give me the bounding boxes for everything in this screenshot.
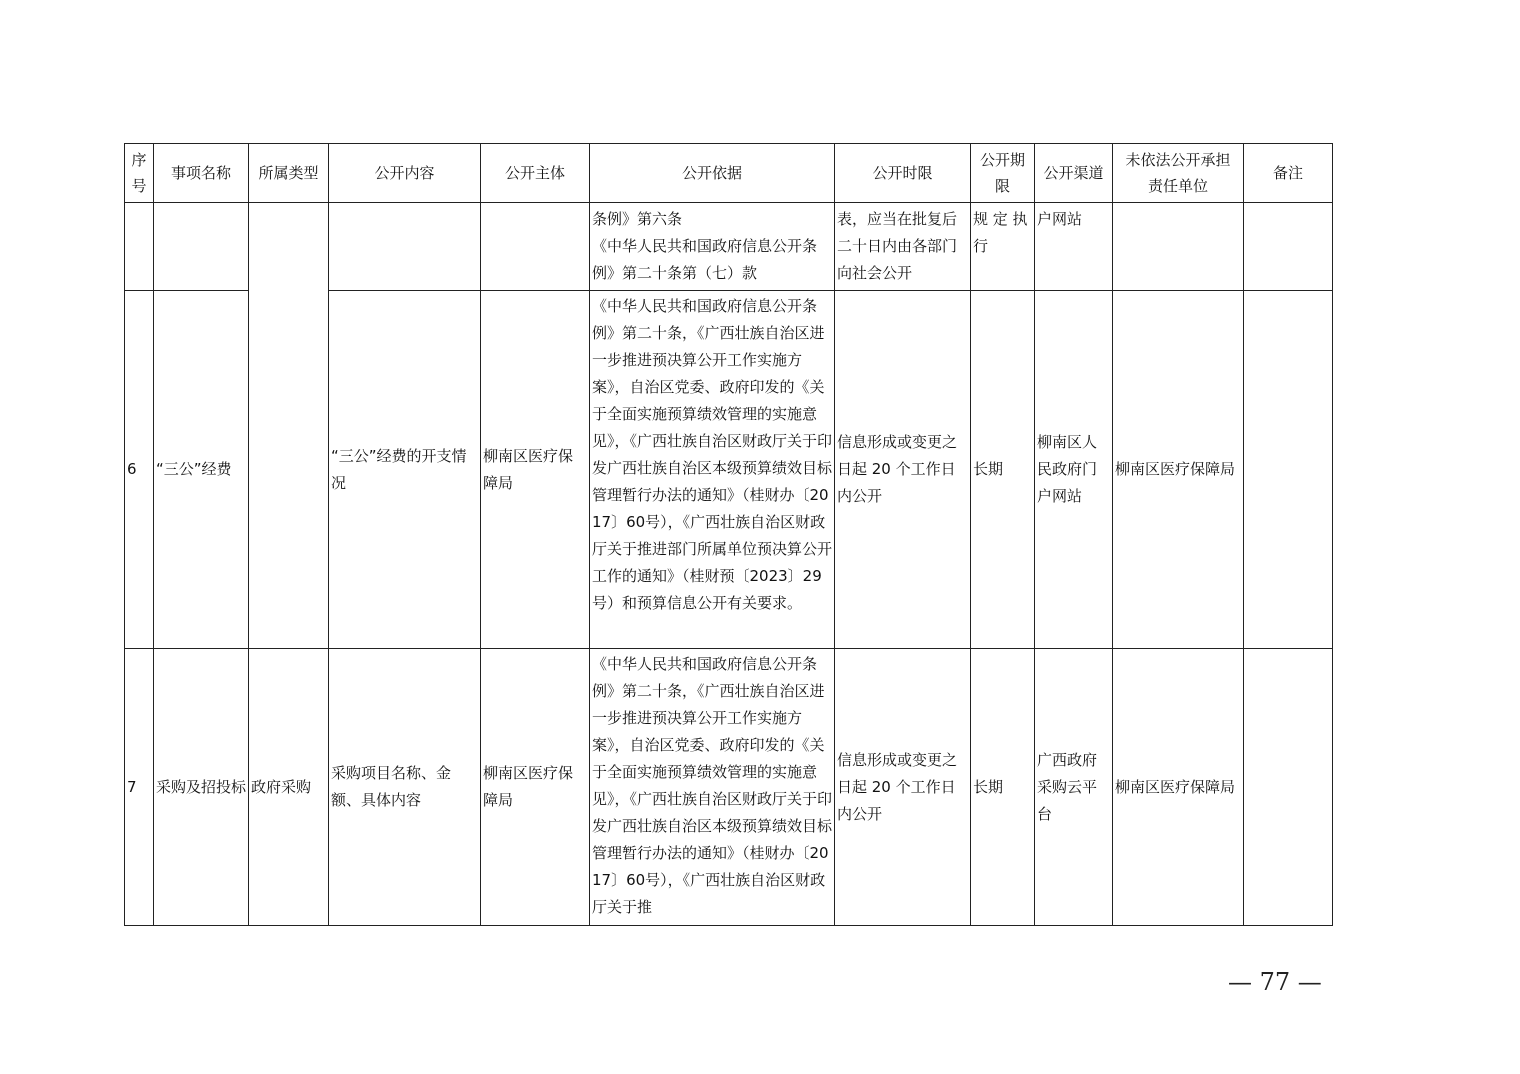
cell-channel: 柳南区人民政府门户网站 <box>1035 291 1113 649</box>
cell-responsible: 柳南区医疗保障局 <box>1113 291 1244 649</box>
cell-time-limit: 信息形成或变更之日起 20 个工作日内公开 <box>835 649 971 926</box>
cell-basis: 《中华人民共和国政府信息公开条例》第二十条，《广西壮族自治区进一步推进预决算公开工作实施方案》，自治区党委、政府印发的《关于全面实施预算绩效管理的实施意见》，《广西壮族自治区财政厅关于印发广西壮族自治区本级预算绩效目标管理暂行办法的通知》（桂财办〔2017〕60号），《广西壮族自治区财政厅关于推进部门所属单位预决算公开工作的通知》（桂财预〔2023〕29号）和预算信息公开有关要求。 <box>590 291 835 649</box>
cell-subject <box>481 203 590 291</box>
header-period: 公开期 限 <box>971 144 1035 203</box>
cell-remark <box>1244 649 1333 926</box>
table-row <box>125 203 1333 291</box>
cell-time-limit: 信息形成或变更之日起 20 个工作日内公开 <box>835 291 971 649</box>
cell-type: 政府采购 <box>249 649 329 926</box>
cell-no <box>125 203 154 291</box>
cell-responsible: 柳南区医疗保障局 <box>1113 649 1244 926</box>
cell-content: “三公”经费的开支情况 <box>329 291 481 649</box>
cell-item-name <box>154 203 249 291</box>
cell-subject: 柳南区医疗保障局 <box>481 649 590 926</box>
cell-period: 规 定 执行 <box>971 203 1035 291</box>
cell-content <box>329 203 481 291</box>
cell-time-limit: 表，应当在批复后二十日内由各部门向社会公开 <box>835 203 971 291</box>
cell-item-name: 采购及招投标 <box>154 649 249 926</box>
cell-content: 采购项目名称、金额、具体内容 <box>329 649 481 926</box>
cell-remark <box>1244 291 1333 649</box>
header-remark: 备注 <box>1244 144 1333 203</box>
header-responsible: 未依法公开承担 责任单位 <box>1113 144 1244 203</box>
cell-type <box>249 203 329 649</box>
cell-period: 长期 <box>971 291 1035 649</box>
cell-no: 7 <box>125 649 154 926</box>
header-item-name: 事项名称 <box>154 144 249 203</box>
cell-period: 长期 <box>971 649 1035 926</box>
cell-item-name: “三公”经费 <box>154 291 249 649</box>
cell-channel: 广西政府采购云平台 <box>1035 649 1113 926</box>
header-no: 序 号 <box>125 144 154 203</box>
header-basis: 公开依据 <box>590 144 835 203</box>
header-content: 公开内容 <box>329 144 481 203</box>
page-number: — 77 — <box>1228 968 1322 996</box>
header-channel: 公开渠道 <box>1035 144 1113 203</box>
header-type: 所属类型 <box>249 144 329 203</box>
header-time-limit: 公开时限 <box>835 144 971 203</box>
cell-basis: 《中华人民共和国政府信息公开条例》第二十条，《广西壮族自治区进一步推进预决算公开工作实施方案》，自治区党委、政府印发的《关于全面实施预算绩效管理的实施意见》，《广西壮族自治区财政厅关于印发广西壮族自治区本级预算绩效目标管理暂行办法的通知》（桂财办〔2017〕60号），《广西壮族自治区财政厅关于推 <box>590 649 835 926</box>
header-subject: 公开主体 <box>481 144 590 203</box>
cell-remark <box>1244 203 1333 291</box>
cell-responsible <box>1113 203 1244 291</box>
cell-no: 6 <box>125 291 154 649</box>
header-row <box>125 144 1333 203</box>
table-row <box>125 649 1333 926</box>
disclosure-table <box>124 143 1333 926</box>
cell-basis: 条例》第六条 《中华人民共和国政府信息公开条例》第二十条第（七）款 <box>590 203 835 291</box>
cell-channel: 户网站 <box>1035 203 1113 291</box>
cell-subject: 柳南区医疗保障局 <box>481 291 590 649</box>
